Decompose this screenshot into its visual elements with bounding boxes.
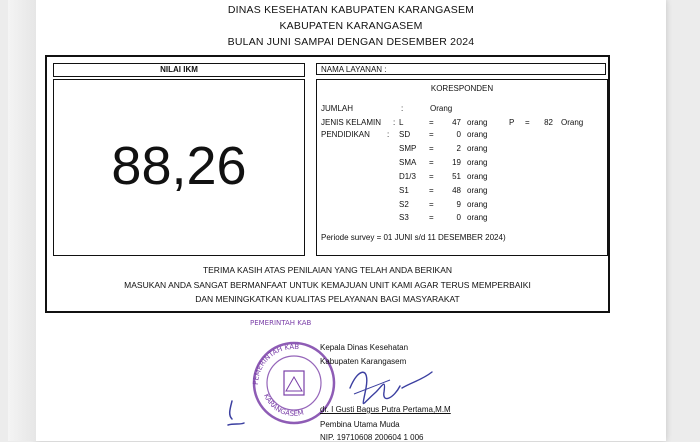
svg-text:PEMERINTAH KAB bbox=[252, 343, 300, 385]
gender-female-eq: = bbox=[525, 118, 530, 127]
education-value: 9 bbox=[456, 200, 461, 209]
gender-male-unit: orang bbox=[467, 118, 488, 127]
education-row bbox=[317, 213, 607, 223]
stamp-text-top: PEMERINTAH KAB bbox=[250, 319, 312, 327]
gender-male-code: L bbox=[399, 118, 404, 127]
education-unit: orang bbox=[467, 186, 488, 195]
education-level: D1/3 bbox=[399, 172, 416, 181]
total-colon: : bbox=[401, 104, 404, 113]
signatory-name: dr. I Gusti Bagus Putra Pertama,M.M bbox=[320, 405, 451, 414]
gender-female-code: P bbox=[509, 118, 515, 127]
education-level: S2 bbox=[399, 200, 409, 209]
svg-text:KARANGASEM bbox=[262, 393, 305, 418]
thanks-line-1: TERIMA KASIH ATAS PENILAIAN YANG TELAH ANDA BERIKAN bbox=[202, 265, 453, 275]
gender-male-value: 47 bbox=[452, 118, 461, 127]
education-value: 19 bbox=[452, 158, 461, 167]
education-value: 51 bbox=[452, 172, 461, 181]
header-agency: DINAS KESEHATAN KABUPATEN KARANGASEM bbox=[227, 4, 475, 16]
education-row bbox=[317, 130, 607, 140]
education-unit: orang bbox=[467, 158, 488, 167]
education-level: S1 bbox=[399, 186, 409, 195]
header-period: BULAN JUNI SAMPAI DENGAN DESEMBER 2024 bbox=[227, 36, 475, 48]
education-value: 2 bbox=[456, 144, 461, 153]
signatory-title-1: Kepala Dinas Kesehatan bbox=[320, 343, 409, 352]
education-eq: = bbox=[429, 186, 434, 195]
thanks-line-3: DAN MENINGKATKAN KUALITAS PELAYANAN BAGI MASYARAKAT bbox=[195, 294, 460, 304]
respondent-title: KORESPONDEN bbox=[430, 84, 494, 93]
stamp-bottom-label: KARANGASEM bbox=[262, 392, 305, 418]
education-eq: = bbox=[429, 172, 434, 181]
ikm-label: NILAI IKM bbox=[53, 63, 305, 77]
education-row bbox=[317, 144, 607, 154]
thanks-line-2: MASUKAN ANDA SANGAT BERMANFAAT UNTUK KEMAJUAN UNIT KAMI AGAR TERUS MEMPERBAIKI bbox=[124, 280, 531, 290]
gender-male-eq: = bbox=[429, 118, 434, 127]
education-eq: = bbox=[429, 130, 434, 139]
education-row bbox=[317, 186, 607, 196]
gender-row bbox=[317, 118, 607, 128]
education-label: PENDIDIKAN bbox=[321, 130, 370, 139]
education-level: SMP bbox=[399, 144, 417, 153]
education-colon: : bbox=[387, 130, 390, 139]
education-row bbox=[317, 200, 607, 210]
gender-label: JENIS KELAMIN bbox=[321, 118, 382, 127]
gender-female-value: 82 bbox=[544, 118, 553, 127]
education-level: S3 bbox=[399, 213, 409, 222]
education-value: 0 bbox=[456, 130, 461, 139]
header-region: KABUPATEN KARANGASEM bbox=[279, 20, 423, 32]
total-label: JUMLAH bbox=[321, 104, 354, 113]
education-value: 0 bbox=[456, 213, 461, 222]
education-level: SD bbox=[399, 130, 411, 139]
education-unit: orang bbox=[467, 172, 488, 181]
education-row bbox=[317, 158, 607, 168]
service-name-label: NAMA LAYANAN : bbox=[316, 63, 606, 75]
gender-female-unit: Orang bbox=[561, 118, 584, 127]
education-eq: = bbox=[429, 144, 434, 153]
signatory-title-2: Kabupaten Karangasem bbox=[320, 357, 407, 366]
handwritten-initial bbox=[222, 395, 252, 435]
respondent-total-row bbox=[317, 104, 607, 114]
survey-period: Periode survey = 01 JUNI s/d 11 DESEMBER 2024) bbox=[321, 233, 506, 242]
education-eq: = bbox=[429, 158, 434, 167]
ikm-box bbox=[53, 79, 305, 256]
handwritten-signature bbox=[330, 358, 440, 408]
education-eq: = bbox=[429, 200, 434, 209]
signatory-rank: Pembina Utama Muda bbox=[320, 420, 400, 429]
respondent-box bbox=[316, 79, 608, 256]
total-unit: Orang bbox=[430, 104, 453, 113]
stamp-top-label: PEMERINTAH KAB bbox=[251, 342, 300, 386]
education-unit: orang bbox=[467, 144, 488, 153]
education-unit: orang bbox=[467, 213, 488, 222]
education-unit: orang bbox=[467, 130, 488, 139]
gender-colon: : bbox=[393, 118, 396, 127]
ikm-value: 88,26 bbox=[111, 136, 247, 196]
education-eq: = bbox=[429, 213, 434, 222]
education-row bbox=[317, 172, 607, 182]
education-value: 48 bbox=[452, 186, 461, 195]
education-level: SMA bbox=[399, 158, 417, 167]
stamp-arc-text bbox=[250, 325, 336, 435]
education-unit: orang bbox=[467, 200, 488, 209]
signatory-nip: NIP. 19710608 200604 1 006 bbox=[320, 433, 424, 442]
